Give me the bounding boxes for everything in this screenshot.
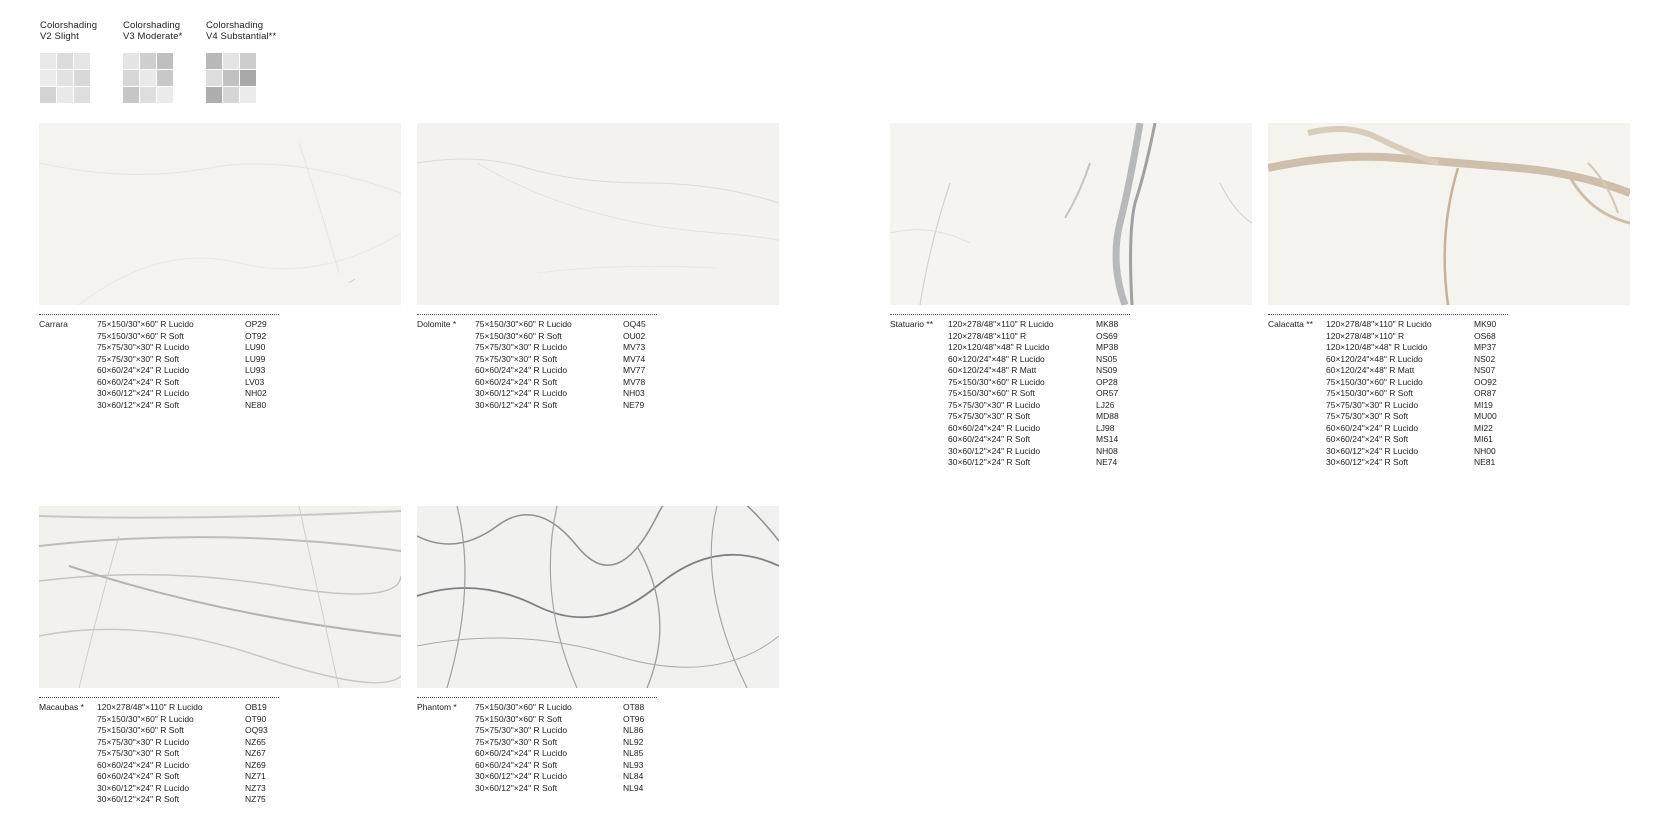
marble-image-dolomite bbox=[417, 123, 779, 305]
product-dolomite bbox=[417, 123, 779, 410]
size-label: 120×278/48"×110" R bbox=[1326, 330, 1405, 341]
product-code: NZ69 bbox=[245, 759, 266, 770]
shading-swatch bbox=[206, 70, 222, 86]
size-label: 60×60/24"×24" R Lucido bbox=[97, 365, 190, 375]
shading-v3 bbox=[123, 20, 203, 42]
spec-row bbox=[1326, 423, 1508, 435]
size-label: 30×60/12"×24" R Soft bbox=[97, 399, 180, 410]
shading-label-line2: V3 Moderate* bbox=[123, 31, 183, 42]
spec-row bbox=[97, 331, 279, 343]
spec-row bbox=[948, 423, 1130, 435]
spec-row bbox=[475, 342, 657, 354]
size-label: 60×60/24"×24" R Lucido bbox=[475, 365, 568, 375]
product-code: MS14 bbox=[1096, 434, 1119, 444]
shading-swatch bbox=[140, 87, 156, 103]
size-label: 75×75/30"×30" R Soft bbox=[1326, 411, 1409, 421]
size-label: 60×60/24"×24" R Soft bbox=[475, 376, 558, 387]
shading-v4 bbox=[206, 20, 286, 42]
product-code: LJ98 bbox=[1096, 422, 1115, 433]
spec-row bbox=[948, 377, 1130, 389]
shading-swatch bbox=[74, 87, 90, 103]
size-label: 75×75/30"×30" R Lucido bbox=[97, 342, 190, 352]
shading-swatch bbox=[240, 70, 256, 86]
shading-swatch bbox=[157, 87, 173, 103]
product-code: NL84 bbox=[623, 771, 644, 781]
product-code: OS69 bbox=[1096, 330, 1118, 341]
product-code: OQ45 bbox=[623, 319, 646, 329]
shading-swatch bbox=[206, 87, 222, 103]
product-code: OT90 bbox=[245, 713, 267, 724]
spec-row bbox=[97, 771, 279, 783]
size-label: 30×60/12"×24" R Soft bbox=[475, 399, 558, 410]
spec-row bbox=[475, 388, 657, 400]
spec-row bbox=[97, 702, 279, 714]
product-code: NL85 bbox=[623, 748, 644, 758]
product-code: NS07 bbox=[1474, 365, 1496, 375]
product-code: NE81 bbox=[1474, 457, 1496, 467]
product-code: NS09 bbox=[1096, 365, 1118, 375]
marble-image-macaubas bbox=[39, 506, 401, 688]
product-code: MV77 bbox=[623, 365, 646, 375]
product-name: Calacatta ** bbox=[1268, 319, 1313, 329]
shading-swatch-grid bbox=[206, 53, 256, 103]
product-code: MI19 bbox=[1474, 399, 1493, 410]
spec-row bbox=[475, 725, 657, 737]
shading-swatch-grid bbox=[40, 53, 90, 103]
shading-swatch bbox=[240, 53, 256, 69]
spec-row bbox=[948, 354, 1130, 366]
size-label: 75×150/30"×60" R Soft bbox=[475, 330, 562, 341]
product-code: LJ26 bbox=[1096, 399, 1115, 410]
size-label: 120×278/48"×110" R Lucido bbox=[948, 319, 1054, 329]
marble-image-phantom bbox=[417, 506, 779, 688]
size-label: 75×75/30"×30" R Soft bbox=[97, 353, 180, 364]
spec-row bbox=[97, 365, 279, 377]
spec-row bbox=[97, 354, 279, 366]
product-code: MV74 bbox=[623, 353, 646, 364]
shading-swatch bbox=[74, 70, 90, 86]
product-code: OQ93 bbox=[245, 725, 268, 735]
spec-row bbox=[948, 400, 1130, 412]
product-code: MP38 bbox=[1096, 342, 1119, 352]
product-macaubas bbox=[39, 506, 401, 804]
shading-swatch bbox=[140, 70, 156, 86]
size-label: 60×60/24"×24" R Soft bbox=[1326, 434, 1409, 444]
size-label: 120×120/48"×48" R Lucido bbox=[948, 342, 1050, 352]
product-phantom bbox=[417, 506, 779, 793]
product-name: Dolomite * bbox=[417, 319, 457, 329]
size-label: 60×60/24"×24" R Lucido bbox=[97, 759, 190, 770]
shading-label-line2: V2 Slight bbox=[40, 31, 79, 42]
size-label: 75×75/30"×30" R Lucido bbox=[97, 736, 190, 747]
spec-row bbox=[1326, 365, 1508, 377]
product-code: NZ73 bbox=[245, 782, 266, 793]
product-code: MP37 bbox=[1474, 342, 1497, 352]
spec-row bbox=[475, 748, 657, 760]
product-code: OP29 bbox=[245, 319, 267, 329]
product-code: LU93 bbox=[245, 365, 266, 375]
shading-swatch bbox=[123, 87, 139, 103]
size-label: 60×120/24"×48" R Matt bbox=[948, 365, 1037, 375]
product-code: OS68 bbox=[1474, 330, 1496, 341]
spec-row bbox=[948, 457, 1130, 469]
size-label: 75×75/30"×30" R Lucido bbox=[1326, 399, 1419, 410]
spec-row bbox=[97, 725, 279, 737]
product-code: LU90 bbox=[245, 342, 266, 352]
spec-row bbox=[97, 783, 279, 795]
spec-row bbox=[948, 342, 1130, 354]
spec-row bbox=[948, 388, 1130, 400]
shading-swatch bbox=[223, 53, 239, 69]
size-label: 120×278/48"×110" R bbox=[948, 330, 1027, 341]
size-label: 75×150/30"×60" R Lucido bbox=[97, 713, 194, 724]
spec-rows bbox=[475, 319, 657, 411]
spec-row bbox=[97, 342, 279, 354]
size-label: 75×150/30"×60" R Lucido bbox=[948, 376, 1045, 387]
product-code: NS02 bbox=[1474, 353, 1496, 364]
spec-row bbox=[97, 714, 279, 726]
product-code: MI22 bbox=[1474, 422, 1493, 433]
size-label: 30×60/12"×24" R Lucido bbox=[1326, 445, 1419, 456]
spec-rows bbox=[97, 319, 279, 411]
size-label: 60×120/24"×48" R Lucido bbox=[1326, 353, 1423, 364]
size-label: 30×60/12"×24" R Lucido bbox=[948, 445, 1041, 456]
spec-row bbox=[948, 411, 1130, 423]
size-label: 75×75/30"×30" R Lucido bbox=[948, 399, 1041, 410]
size-label: 30×60/12"×24" R Soft bbox=[1326, 457, 1409, 467]
product-code: NL86 bbox=[623, 725, 644, 735]
size-label: 30×60/12"×24" R Lucido bbox=[475, 771, 568, 781]
product-code: NE80 bbox=[245, 399, 267, 410]
product-code: OU02 bbox=[623, 330, 646, 341]
size-label: 75×75/30"×30" R Lucido bbox=[475, 342, 568, 352]
product-code: MI61 bbox=[1474, 434, 1493, 444]
product-code: OR87 bbox=[1474, 388, 1497, 398]
size-label: 60×60/24"×24" R Soft bbox=[475, 759, 558, 770]
spec-row bbox=[1326, 400, 1508, 412]
spec-row bbox=[475, 331, 657, 343]
shading-swatch bbox=[123, 70, 139, 86]
size-label: 75×150/30"×60" R Lucido bbox=[97, 319, 194, 329]
spec-table bbox=[417, 314, 657, 411]
size-label: 30×60/12"×24" R Lucido bbox=[475, 388, 568, 398]
spec-row bbox=[475, 702, 657, 714]
product-statuario bbox=[890, 123, 1252, 467]
product-code: OP28 bbox=[1096, 376, 1118, 387]
product-code: NL93 bbox=[623, 759, 644, 770]
spec-table bbox=[39, 314, 279, 411]
spec-row bbox=[97, 377, 279, 389]
spec-table bbox=[1268, 314, 1508, 469]
product-code: OB19 bbox=[245, 702, 267, 712]
spec-rows bbox=[97, 702, 279, 806]
spec-row bbox=[475, 714, 657, 726]
shading-swatch bbox=[40, 53, 56, 69]
size-label: 30×60/12"×24" R Soft bbox=[97, 794, 180, 804]
spec-row bbox=[475, 354, 657, 366]
product-code: MV73 bbox=[623, 342, 646, 352]
spec-row bbox=[475, 737, 657, 749]
size-label: 120×278/48"×110" R Lucido bbox=[1326, 319, 1432, 329]
spec-rows bbox=[948, 319, 1130, 469]
spec-rows bbox=[475, 702, 657, 794]
size-label: 75×150/30"×60" R Soft bbox=[97, 330, 184, 341]
product-code: NH08 bbox=[1096, 445, 1118, 456]
spec-row bbox=[97, 388, 279, 400]
shading-swatch bbox=[223, 87, 239, 103]
shading-swatch bbox=[74, 53, 90, 69]
shading-swatch bbox=[57, 70, 73, 86]
spec-row bbox=[948, 331, 1130, 343]
size-label: 75×150/30"×60" R Soft bbox=[948, 388, 1035, 398]
spec-row bbox=[1326, 411, 1508, 423]
size-label: 75×150/30"×60" R Soft bbox=[475, 713, 562, 724]
size-label: 30×60/12"×24" R Soft bbox=[948, 457, 1031, 467]
spec-row bbox=[97, 400, 279, 412]
shading-swatch bbox=[57, 53, 73, 69]
spec-row bbox=[1326, 331, 1508, 343]
spec-row bbox=[475, 365, 657, 377]
spec-row bbox=[1326, 388, 1508, 400]
product-code: OT96 bbox=[623, 713, 645, 724]
product-name: Carrara bbox=[39, 319, 68, 329]
product-code: NH00 bbox=[1474, 445, 1496, 456]
spec-row bbox=[1326, 457, 1508, 469]
size-label: 75×150/30"×60" R Lucido bbox=[475, 702, 572, 712]
size-label: 75×150/30"×60" R Lucido bbox=[1326, 376, 1423, 387]
spec-row bbox=[475, 771, 657, 783]
size-label: 75×75/30"×30" R Soft bbox=[475, 353, 558, 364]
spec-row bbox=[475, 377, 657, 389]
product-code: NE74 bbox=[1096, 457, 1118, 467]
spec-row bbox=[948, 365, 1130, 377]
product-name: Macaubas * bbox=[39, 702, 84, 712]
spec-row bbox=[97, 760, 279, 772]
size-label: 75×150/30"×60" R Lucido bbox=[475, 319, 572, 329]
product-code: LU99 bbox=[245, 353, 266, 364]
shading-swatch-grid bbox=[123, 53, 173, 103]
size-label: 30×60/12"×24" R Soft bbox=[475, 782, 558, 793]
spec-row bbox=[1326, 342, 1508, 354]
spec-row bbox=[475, 319, 657, 331]
spec-table bbox=[417, 697, 657, 794]
shading-swatch bbox=[140, 53, 156, 69]
size-label: 60×120/24"×48" R Matt bbox=[1326, 365, 1415, 375]
product-code: MD88 bbox=[1096, 411, 1119, 421]
spec-row bbox=[1326, 434, 1508, 446]
size-label: 75×75/30"×30" R Soft bbox=[475, 736, 558, 747]
product-code: NH02 bbox=[245, 388, 267, 398]
size-label: 30×60/12"×24" R Lucido bbox=[97, 782, 190, 793]
spec-row bbox=[948, 434, 1130, 446]
shading-label-line2: V4 Substantial** bbox=[206, 31, 277, 42]
shading-label-line1: Colorshading bbox=[123, 20, 181, 31]
spec-row bbox=[475, 760, 657, 772]
spec-row bbox=[475, 400, 657, 412]
spec-rows bbox=[1326, 319, 1508, 469]
product-code: MV78 bbox=[623, 376, 646, 387]
product-code: OO92 bbox=[1474, 376, 1497, 387]
size-label: 60×60/24"×24" R Soft bbox=[97, 376, 180, 387]
product-code: OT92 bbox=[245, 330, 267, 341]
product-code: OT88 bbox=[623, 702, 645, 712]
product-code: NL92 bbox=[623, 736, 644, 747]
product-code: MK90 bbox=[1474, 319, 1497, 329]
spec-row bbox=[1326, 319, 1508, 331]
shading-swatch bbox=[240, 87, 256, 103]
spec-row bbox=[97, 794, 279, 806]
shading-label-line1: Colorshading bbox=[40, 20, 98, 31]
product-code: MU00 bbox=[1474, 411, 1497, 421]
spec-table bbox=[39, 697, 279, 806]
product-code: NE79 bbox=[623, 399, 645, 410]
product-code: NS05 bbox=[1096, 353, 1118, 364]
size-label: 120×278/48"×110" R Lucido bbox=[97, 702, 203, 712]
size-label: 60×120/24"×48" R Lucido bbox=[948, 353, 1045, 364]
shading-swatch bbox=[223, 70, 239, 86]
product-code: NZ75 bbox=[245, 794, 266, 804]
size-label: 60×60/24"×24" R Soft bbox=[948, 434, 1031, 444]
shading-swatch bbox=[40, 87, 56, 103]
product-calacatta bbox=[1268, 123, 1630, 467]
shading-swatch bbox=[157, 70, 173, 86]
spec-row bbox=[97, 737, 279, 749]
spec-row bbox=[948, 319, 1130, 331]
shading-swatch bbox=[57, 87, 73, 103]
product-code: NL94 bbox=[623, 782, 644, 793]
marble-image-statuario bbox=[890, 123, 1252, 305]
product-name: Statuario ** bbox=[890, 319, 933, 329]
size-label: 120×120/48"×48" R Lucido bbox=[1326, 342, 1428, 352]
spec-row bbox=[475, 783, 657, 795]
product-code: NH03 bbox=[623, 388, 645, 398]
spec-table bbox=[890, 314, 1130, 469]
size-label: 75×75/30"×30" R Lucido bbox=[475, 725, 568, 735]
product-code: OR57 bbox=[1096, 388, 1119, 398]
shading-swatch bbox=[206, 53, 222, 69]
product-code: LV03 bbox=[245, 376, 265, 387]
product-code: NZ71 bbox=[245, 771, 266, 781]
size-label: 60×60/24"×24" R Lucido bbox=[475, 748, 568, 758]
spec-row bbox=[1326, 354, 1508, 366]
shading-label-line1: Colorshading bbox=[206, 20, 264, 31]
product-code: NZ65 bbox=[245, 736, 266, 747]
size-label: 30×60/12"×24" R Lucido bbox=[97, 388, 190, 398]
size-label: 75×150/30"×60" R Soft bbox=[1326, 388, 1413, 398]
size-label: 60×60/24"×24" R Lucido bbox=[948, 422, 1041, 433]
marble-image-carrara bbox=[39, 123, 401, 305]
spec-row bbox=[97, 319, 279, 331]
size-label: 60×60/24"×24" R Soft bbox=[97, 771, 180, 781]
marble-image-calacatta bbox=[1268, 123, 1630, 305]
size-label: 60×60/24"×24" R Lucido bbox=[1326, 422, 1419, 433]
size-label: 75×150/30"×60" R Soft bbox=[97, 725, 184, 735]
spec-row bbox=[97, 748, 279, 760]
spec-row bbox=[1326, 377, 1508, 389]
shading-swatch bbox=[123, 53, 139, 69]
size-label: 75×75/30"×30" R Soft bbox=[97, 748, 180, 758]
product-name: Phantom * bbox=[417, 702, 457, 712]
shading-swatch bbox=[157, 53, 173, 69]
product-code: NZ67 bbox=[245, 748, 266, 758]
spec-row bbox=[948, 446, 1130, 458]
spec-row bbox=[1326, 446, 1508, 458]
shading-v2 bbox=[40, 20, 120, 42]
product-carrara bbox=[39, 123, 401, 410]
size-label: 75×75/30"×30" R Soft bbox=[948, 411, 1031, 421]
shading-swatch bbox=[40, 70, 56, 86]
product-code: MK88 bbox=[1096, 319, 1119, 329]
